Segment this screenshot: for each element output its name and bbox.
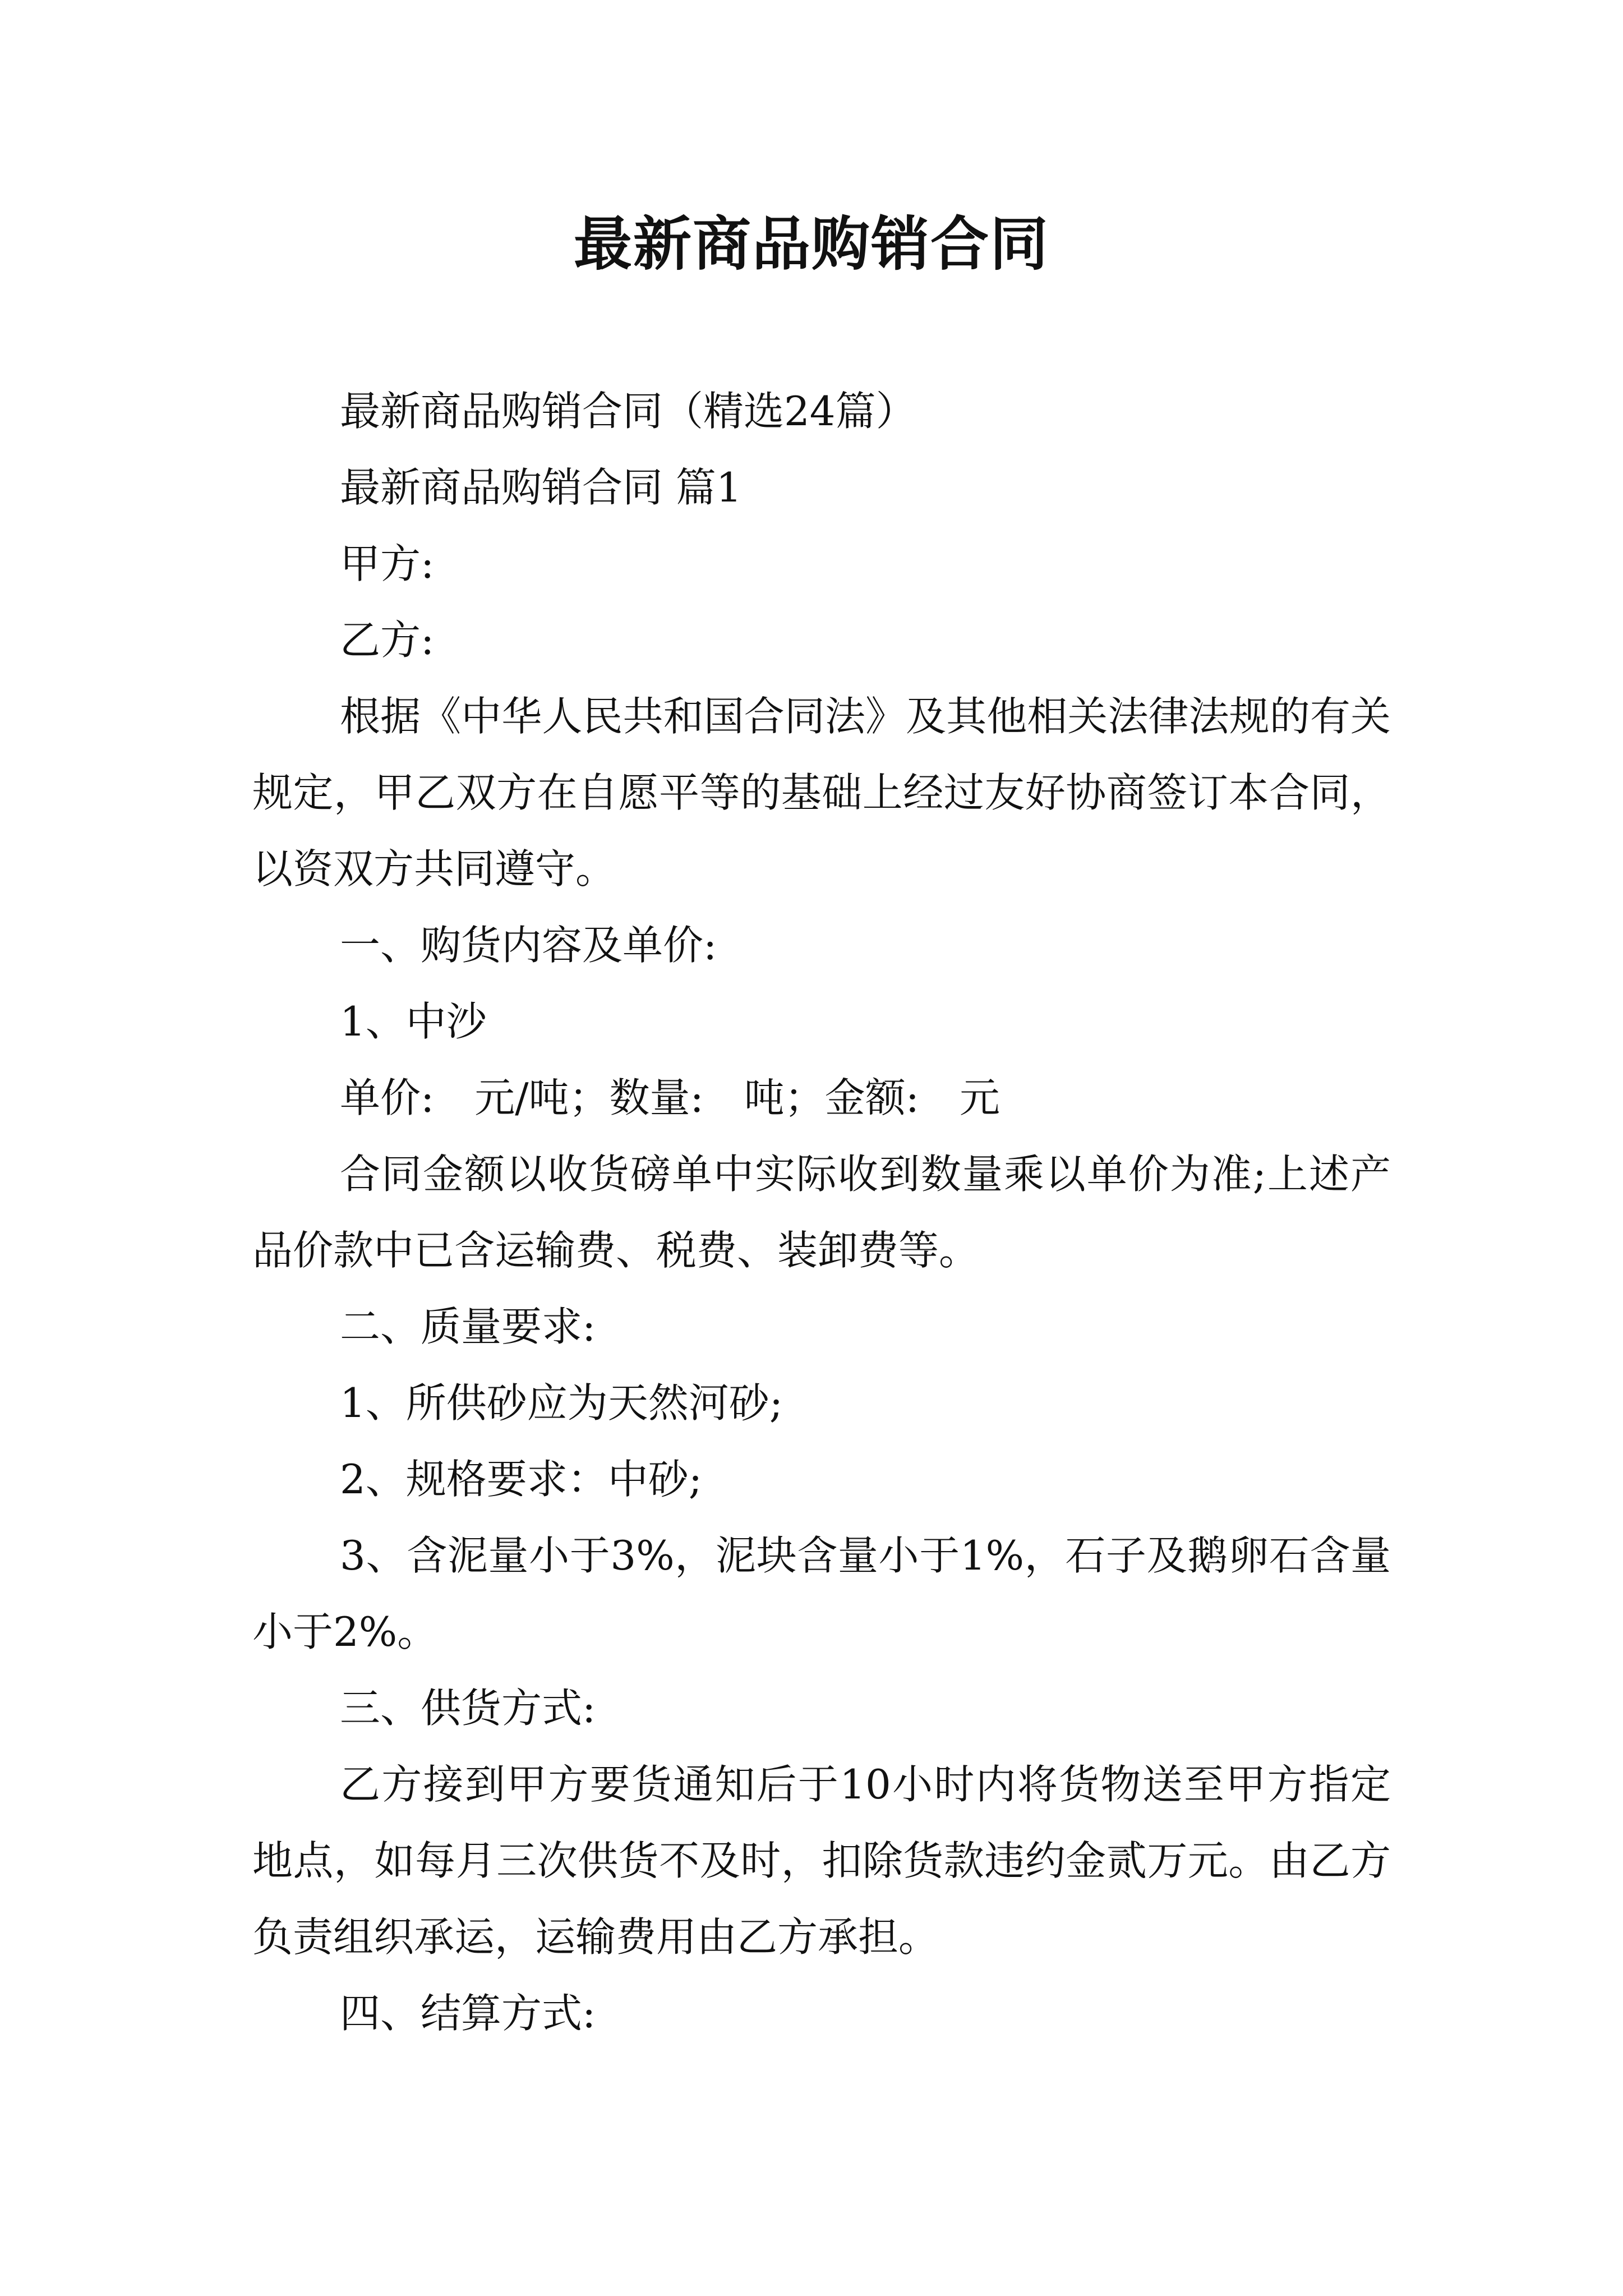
party-a-line: 甲方: <box>340 540 435 587</box>
doc-subtitle: 最新商品购销合同（精选24篇） <box>340 388 916 435</box>
preamble-paragraph: 根据《中华人民共和国合同法》及其他相关法律法规的有关规定，甲乙双方在自愿平等的基础上经过友好协商签订本合同，以资双方共同遵守。 <box>252 693 1391 892</box>
clause-paragraph: 合同金额以收货磅单中实际收到数量乘以单价为准;上述产品价款中已含运输费、税费、装卸费等。 <box>252 1151 1391 1274</box>
section-heading: 最新商品购销合同 篇1 <box>340 464 742 511</box>
clause-paragraph: 乙方接到甲方要货通知后于10小时内将货物送至甲方指定地点，如每月三次供货不及时，扣除货款违约金贰万元。由乙方负责组织承运，运输费用由乙方承担。 <box>252 1761 1391 1961</box>
document-body <box>252 373 1391 2051</box>
clause-item: 1、中沙 <box>340 998 487 1045</box>
clause-item: 单价: 元/吨；数量: 吨；金额: 元 <box>340 1074 1000 1121</box>
clause-item: 1、所供砂应为天然河砂; <box>340 1379 783 1427</box>
clause-heading-4: 四、结算方式: <box>340 1990 596 2037</box>
clause-heading-1: 一、购货内容及单价: <box>340 922 717 969</box>
clause-item: 3、含泥量小于3%，泥块含量小于1%，石子及鹅卵石含量小于2%。 <box>252 1532 1391 1655</box>
clause-heading-3: 三、供货方式: <box>340 1685 596 1732</box>
clause-item: 2、规格要求：中砂; <box>340 1456 703 1503</box>
party-b-line: 乙方: <box>340 616 435 664</box>
document-title: 最新商品购销合同 <box>573 210 1049 278</box>
clause-heading-2: 二、质量要求: <box>340 1303 596 1350</box>
